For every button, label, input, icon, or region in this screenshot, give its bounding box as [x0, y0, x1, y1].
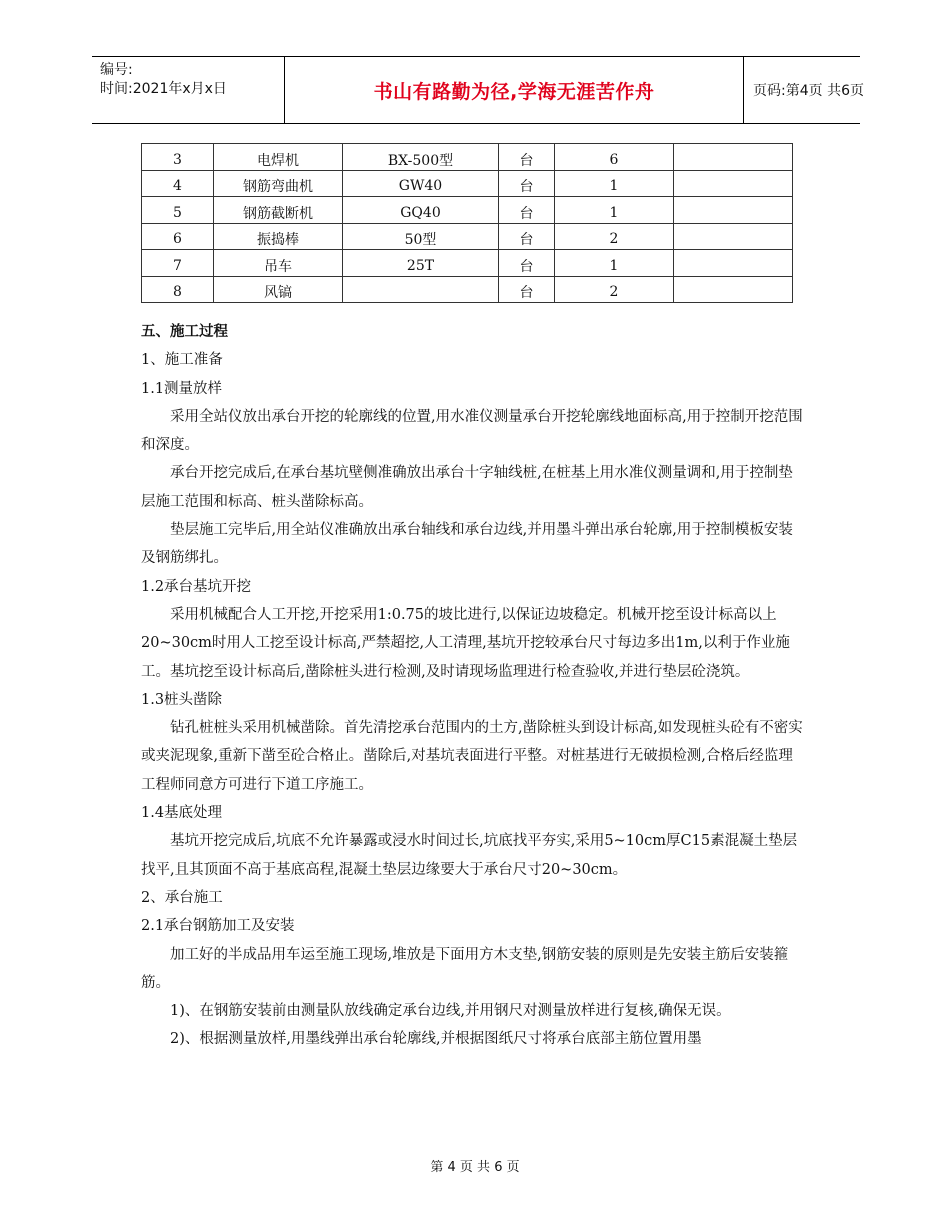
table-cell	[555, 250, 674, 277]
table-cell	[674, 170, 793, 197]
table-cell	[142, 250, 214, 277]
table-cell	[499, 250, 555, 277]
body-paragraph: 基坑开挖完成后,坑底不允许暴露或浸水时间过长,坑底找平夯实,采用5~10cm厚C15素混凝土垫层找平,且其顶面不高于基底高程,混凝土垫层边缘要大于承台尺寸20~30cm。	[141, 833, 798, 878]
document-number-label: 编号:	[100, 62, 133, 78]
table-row	[142, 197, 793, 224]
table-cell	[499, 223, 555, 250]
table-cell	[555, 223, 674, 250]
cell-text: 6	[609, 151, 619, 168]
header-page-cell	[743, 57, 864, 123]
body-paragraph: 钻孔桩桩头采用机械凿除。首先清挖承台范围内的土方,凿除桩头到设计标高,如发现桩头砼有不密实或夹泥现象,重新下凿至砼合格止。凿除后,对基坑表面进行平整。对桩基进行无破损检测,合格后经监理工程师同意方可进行下道工序施工。	[141, 720, 803, 793]
cell-text: 7	[173, 257, 182, 274]
cell-text: GQ40	[400, 204, 441, 221]
cell-text: 1	[609, 204, 619, 221]
table-cell	[674, 223, 793, 250]
page-footer: 第 4 页 共 6 页	[430, 1160, 520, 1175]
table-cell	[142, 144, 214, 171]
table-cell	[555, 276, 674, 303]
table-cell	[674, 276, 793, 303]
cell-text: 电焊机	[257, 152, 299, 169]
table-cell	[142, 170, 214, 197]
header-meta	[92, 57, 284, 123]
body-paragraph: 加工好的半成品用车运至施工现场,堆放是下面用方木支垫,钢筋安装的原则是先安装主筋后安装箍筋。	[141, 946, 789, 991]
cell-text: 50型	[404, 232, 437, 249]
table-cell	[214, 170, 343, 197]
table-cell	[499, 170, 555, 197]
table-cell	[343, 276, 499, 303]
table-cell	[214, 223, 343, 250]
table-cell	[674, 144, 793, 171]
cell-text: 5	[173, 204, 182, 221]
header-motto-cell	[284, 57, 744, 123]
table-cell	[343, 197, 499, 224]
table-cell	[343, 170, 499, 197]
subsection-heading: 1.3桩头凿除	[141, 691, 223, 708]
body-paragraph: 采用机械配合人工开挖,开挖采用1:0.75的坡比进行,以保证边坡稳定。机械开挖至设计标高以上20~30cm时用人工挖至设计标高,严禁超挖,人工清理,基坑开挖较承台尺寸每边多出1m,以利于作业施工。基坑挖至设计标高后,凿除桩头进行检测,及时请现场监理进行检查验收,并进行垫层砼浇筑。	[141, 606, 790, 680]
cell-text: 吊车	[264, 258, 292, 275]
table-cell	[214, 144, 343, 171]
table-cell	[674, 250, 793, 277]
body-paragraph: 1)、在钢筋安装前由测量队放线确定承台边线,并用钢尺对测量放样进行复核,确保无误。	[170, 1003, 731, 1020]
table-row	[142, 170, 793, 197]
cell-text: 风镐	[264, 285, 292, 302]
subsection-heading: 1.2承台基坑开挖	[141, 578, 252, 595]
table-row	[142, 276, 793, 303]
subsection-heading: 1、施工准备	[141, 352, 223, 369]
cell-text: 钢筋截断机	[243, 205, 313, 222]
page-header	[92, 56, 864, 124]
cell-text: 钢筋弯曲机	[243, 179, 313, 196]
cell-text: GW40	[398, 178, 443, 195]
body-paragraph: 采用全站仪放出承台开挖的轮廓线的位置,用水准仪测量承台开挖轮廓线地面标高,用于控制开挖范围和深度。	[141, 408, 803, 454]
cell-text: 2	[609, 284, 619, 301]
equipment-table	[141, 143, 793, 303]
body-paragraph: 承台开挖完成后,在承台基坑壁侧准确放出承台十字轴线桩,在桩基上用水准仪测量调和,用于控制垫层施工范围和标高、桩头凿除标高。	[141, 465, 793, 510]
cell-text: 台	[519, 205, 534, 222]
table-cell	[499, 276, 555, 303]
subsection-heading: 1.4基底处理	[141, 805, 223, 822]
table-cell	[343, 223, 499, 250]
table-row	[142, 144, 793, 171]
table-cell	[555, 144, 674, 171]
header-page-info: 页码:第4页 共6页	[753, 83, 864, 99]
document-body	[141, 318, 803, 1054]
table-cell	[343, 250, 499, 277]
cell-text: 台	[519, 232, 534, 249]
cell-text: 台	[519, 285, 534, 302]
table-row	[142, 250, 793, 277]
table-cell	[214, 250, 343, 277]
cell-text: 1	[609, 257, 619, 274]
cell-text: 3	[173, 151, 182, 168]
header-motto: 书山有路勤为径,学海无涯苦作舟	[373, 80, 655, 103]
cell-text: 6	[173, 231, 182, 248]
table-cell	[214, 197, 343, 224]
table-row	[142, 223, 793, 250]
table-cell	[674, 197, 793, 224]
table-cell	[499, 144, 555, 171]
cell-text: 1	[609, 178, 619, 195]
document-date-label: 时间:2021年x月x日	[100, 81, 227, 97]
table-cell	[142, 223, 214, 250]
cell-text: 振捣棒	[257, 232, 299, 249]
section-heading: 五、施工过程	[141, 324, 228, 340]
subsection-heading: 2、承台施工	[141, 889, 223, 906]
cell-text: 2	[609, 231, 619, 248]
cell-text: 25T	[406, 257, 435, 274]
subsection-heading: 1.1测量放样	[141, 380, 223, 397]
table-cell	[142, 197, 214, 224]
table-cell	[214, 276, 343, 303]
cell-text: 4	[173, 178, 182, 195]
cell-text: 台	[519, 152, 534, 169]
table-cell	[142, 276, 214, 303]
table-cell	[555, 170, 674, 197]
cell-text: BX-500型	[387, 152, 454, 169]
table-cell	[499, 197, 555, 224]
cell-text: 8	[173, 284, 182, 301]
table-cell	[343, 144, 499, 171]
cell-text: 台	[519, 179, 534, 196]
table-cell	[555, 197, 674, 224]
cell-text: 台	[519, 258, 534, 275]
body-paragraph: 2)、根据测量放样,用墨线弹出承台轮廓线,并根据图纸尺寸将承台底部主筋位置用墨	[170, 1031, 702, 1048]
subsection-heading: 2.1承台钢筋加工及安装	[141, 918, 295, 935]
body-paragraph: 垫层施工完毕后,用全站仪准确放出承台轴线和承台边线,并用墨斗弹出承台轮廓,用于控制模板安装及钢筋绑扎。	[141, 522, 793, 567]
